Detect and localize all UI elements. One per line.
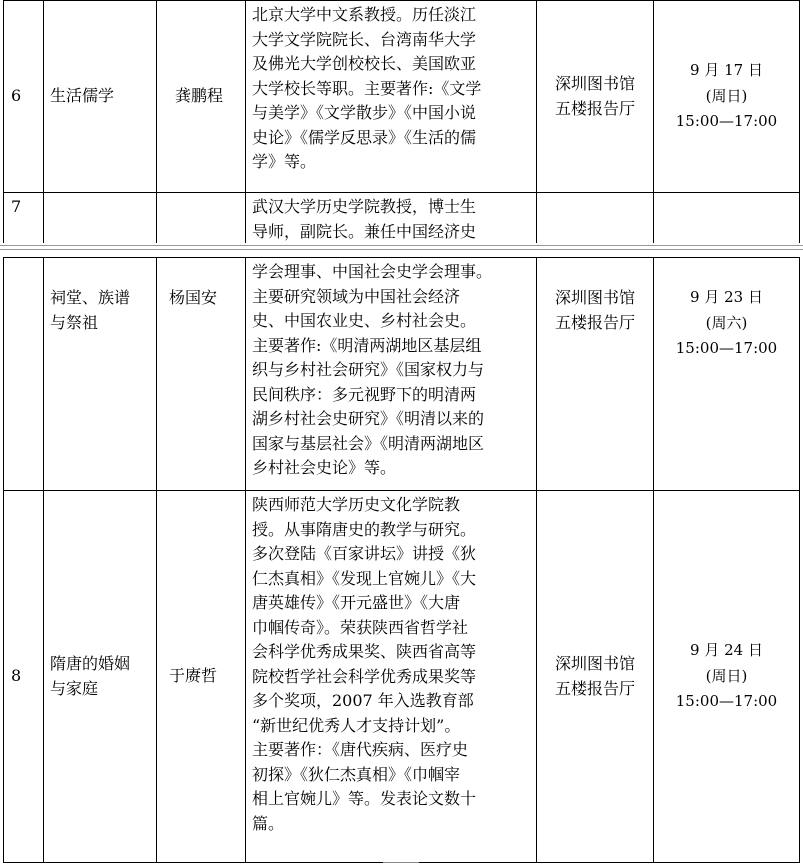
time-range: 15:00—17:00 — [675, 112, 778, 131]
topic-line: 与家庭 — [50, 678, 99, 698]
bio-line: 学会理事、中国社会史学会理事。 — [252, 262, 493, 281]
schedule-empty — [654, 193, 800, 247]
weekday: (周日) — [705, 666, 748, 685]
row-number: 6 — [4, 1, 44, 193]
bio-line: 湖乡村社会史研究》《明清以来的 — [252, 409, 485, 428]
table-row — [4, 258, 800, 491]
bio-line: 仁杰真相》《发现上官婉儿》《大 — [252, 568, 477, 588]
topic-line: 祠堂、族谱 — [50, 288, 131, 307]
bio-line: 多次登陆《百家讲坛》讲授《狄 — [252, 544, 477, 563]
bio-line: 相上官婉儿》等。发表论文数十 — [252, 789, 477, 808]
bio-line: 国家与基层社会》《明清两湖地区 — [252, 433, 485, 453]
venue-line: 深圳图书馆 — [554, 74, 635, 93]
bio-line: 及佛光大学创校校长、美国欧亚 — [252, 54, 477, 73]
bio-line: 与美学》《文学散步》《中国小说 — [252, 103, 477, 122]
lecture-topic: 生活儒学 — [44, 1, 157, 193]
schedule — [654, 258, 800, 491]
bio-line: 织与乡村社会研究》《国家权力与 — [252, 360, 485, 379]
bio-line: “新世纪优秀人才支持计划”。 — [252, 715, 461, 735]
time-range: 15:00—17:00 — [675, 692, 778, 711]
page-break-rule — [0, 245, 803, 246]
bio-line: 史论》《儒学反思录》《生活的儒 — [252, 127, 477, 147]
venue-line: 五楼报告厅 — [554, 98, 635, 118]
schedule — [654, 1, 800, 193]
lecture-table-top — [3, 0, 800, 247]
lecture-topic-empty — [44, 193, 157, 247]
venue-line: 五楼报告厅 — [554, 312, 635, 332]
speaker-name: 杨国安 — [157, 258, 246, 491]
row-number-empty — [4, 258, 44, 491]
weekday: (周六) — [705, 313, 748, 332]
speaker-name: 龚鹏程 — [157, 1, 246, 193]
page-break-rule — [0, 249, 803, 250]
speaker-bio — [246, 258, 537, 491]
venue-line: 五楼报告厅 — [554, 678, 635, 698]
speaker-bio — [246, 491, 537, 863]
bio-line: 初探》《狄仁杰真相》《巾帼宰 — [252, 764, 461, 784]
bio-line: 院校哲学社会科学优秀成果奖等 — [252, 666, 477, 686]
date: 9 月 23 日 — [690, 288, 763, 306]
weekday: (周日) — [705, 86, 748, 105]
bio-line: 多个奖项，2007 年入选教育部 — [252, 691, 474, 710]
time-range: 15:00—17:00 — [675, 339, 778, 357]
bio-line: 乡村社会史论》等。 — [252, 458, 397, 477]
bio-line: 唐英雄传》《开元盛世》《大唐 — [252, 593, 461, 612]
row-number: 8 — [4, 491, 44, 863]
speaker-name: 于赓哲 — [157, 491, 246, 863]
bio-line: 会科学优秀成果奖、陕西省高等 — [252, 642, 477, 661]
bio-line: 大学文学院院长、台湾南华大学 — [252, 29, 477, 49]
bio-line: 主要著作：《唐代疾病、医疗史 — [252, 740, 469, 759]
speaker-bio — [246, 1, 537, 193]
bio-line: 授。从事隋唐史的教学与研究。 — [252, 519, 477, 539]
date: 9 月 24 日 — [690, 641, 763, 660]
table-row — [4, 491, 800, 863]
venue — [537, 1, 654, 193]
topic-line: 与祭祖 — [50, 312, 99, 332]
page-edge-mark — [383, 862, 419, 867]
bio-line: 导师，副院长。兼任中国经济史 — [252, 221, 477, 241]
bio-line: 学》等。 — [252, 152, 317, 171]
bio-line: 大学校长等职。主要著作:《文学 — [252, 78, 482, 98]
date: 9 月 17 日 — [690, 61, 763, 80]
bio-line: 主要研究领域为中国社会经济 — [252, 286, 461, 306]
page-break — [0, 243, 803, 253]
venue-empty — [537, 193, 654, 247]
bio-line: 史、中国农业史、乡村社会史。 — [252, 311, 477, 330]
bio-line: 民间秩序：多元视野下的明清两 — [252, 384, 477, 404]
lecture-topic — [44, 491, 157, 863]
bio-line: 北京大学中文系教授。历任淡江 — [252, 5, 477, 24]
bio-line: 武汉大学历史学院教授，博士生 — [252, 197, 477, 216]
venue — [537, 491, 654, 863]
bio-line: 陕西师范大学历史文化学院教 — [252, 495, 461, 514]
venue — [537, 258, 654, 491]
speaker-bio — [246, 193, 537, 247]
row-number: 7 — [4, 193, 44, 247]
lecture-topic — [44, 258, 157, 491]
schedule — [654, 491, 800, 863]
table-row — [4, 1, 800, 193]
bio-line: 主要著作:《明清两湖地区基层组 — [252, 335, 482, 355]
lecture-table-bottom — [3, 257, 800, 863]
venue-line: 深圳图书馆 — [554, 288, 635, 307]
speaker-name-empty — [157, 193, 246, 247]
table-row — [4, 193, 800, 247]
topic-line: 隋唐的婚姻 — [50, 654, 131, 673]
bio-line: 巾帼传奇》。荣获陕西省哲学社 — [252, 617, 469, 637]
venue-line: 深圳图书馆 — [554, 654, 635, 673]
bio-line: 篇。 — [252, 813, 285, 833]
